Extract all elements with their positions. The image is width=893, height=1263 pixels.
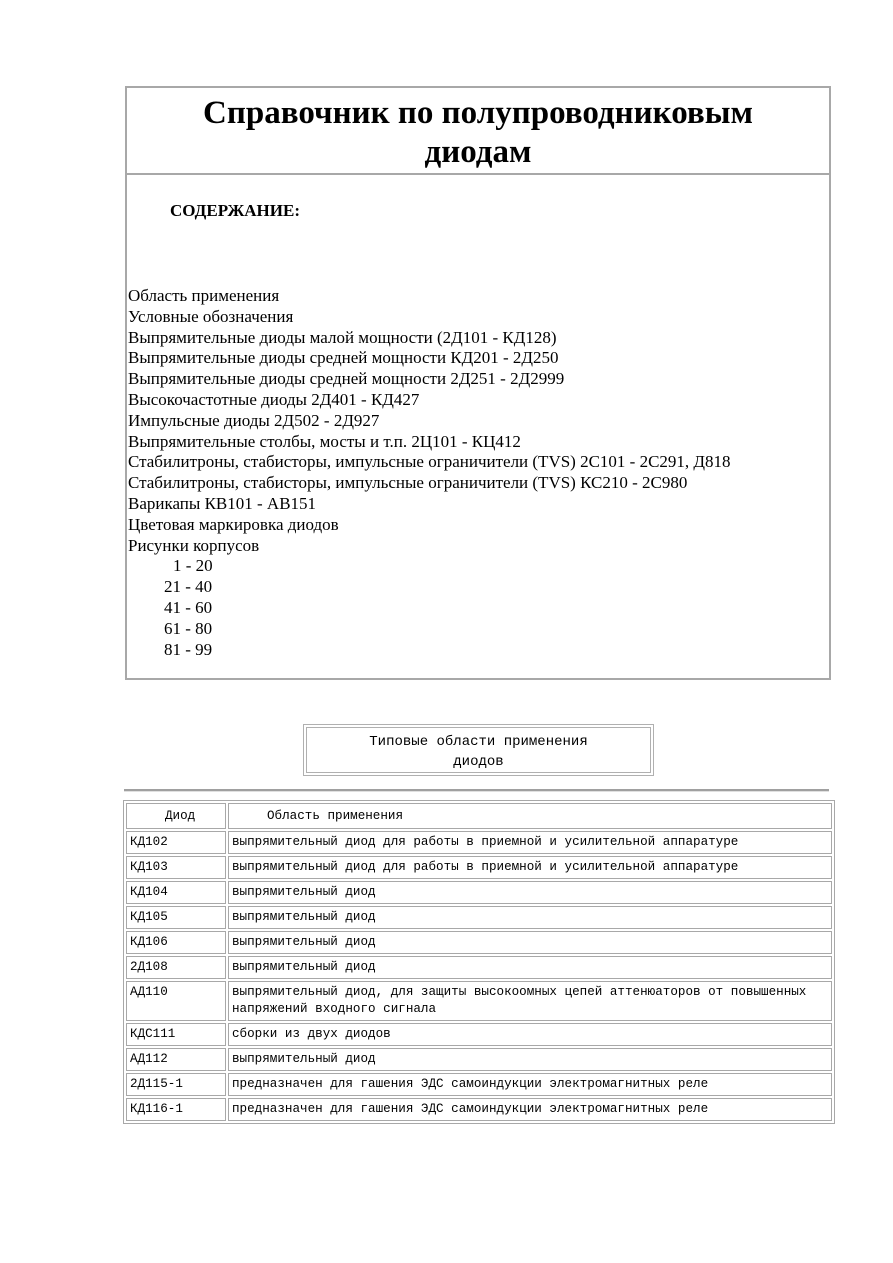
toc-link-package-drawings[interactable]: Рисунки корпусов — [128, 535, 260, 555]
table-row — [126, 1098, 832, 1121]
table-row — [126, 831, 832, 854]
cell-diode: 2Д108 — [126, 956, 226, 979]
cell-diode: КД106 — [126, 931, 226, 954]
cell-application: предназначен для гашения ЭДС самоиндукции электромагнитных реле — [228, 1098, 832, 1121]
toc-link-varicaps[interactable]: Варикапы КВ101 - АВ151 — [128, 493, 317, 513]
section-title — [306, 727, 651, 773]
cell-application: выпрямительный диод — [228, 881, 832, 904]
toc-link-packages-1-20[interactable]: 1 - 20 — [173, 556, 213, 576]
cell-application: выпрямительный диод, для защиты высокоомных цепей аттенюаторов от повышенных напряжений входного сигнала — [228, 981, 832, 1021]
cell-application: выпрямительный диод — [228, 956, 832, 979]
cell-diode: АД110 — [126, 981, 226, 1021]
header-application: Область применения — [228, 803, 832, 829]
cell-diode: КД105 — [126, 906, 226, 929]
cell-application: выпрямительный диод — [228, 906, 832, 929]
cell-diode: КД116-1 — [126, 1098, 226, 1121]
toc-link-rectifier-stacks[interactable]: Выпрямительные столбы, мосты и т.п. 2Ц101 - КЦ412 — [128, 431, 521, 451]
section-title-line-2: диодов — [453, 754, 504, 770]
title-line-2: диодам — [424, 134, 532, 170]
table-of-contents — [128, 286, 731, 660]
toc-link-application-area[interactable]: Область применения — [128, 286, 280, 305]
toc-link-medium-power-rectifiers-2[interactable]: Выпрямительные диоды средней мощности 2Д251 - 2Д2999 — [128, 369, 565, 389]
title-line-1: Справочник по полупроводниковым — [203, 95, 753, 131]
contents-panel — [125, 86, 831, 680]
cell-diode: КДС111 — [126, 1023, 226, 1046]
cell-diode: КД102 — [126, 831, 226, 854]
table-row — [126, 981, 832, 1021]
diode-application-table — [123, 800, 835, 1124]
cell-diode: КД103 — [126, 856, 226, 879]
toc-link-zener-diodes-2[interactable]: Стабилитроны, стабисторы, импульсные ограничители (TVS) КС210 - 2С980 — [128, 473, 688, 493]
cell-application: выпрямительный диод — [228, 931, 832, 954]
header-diode: Диод — [126, 803, 226, 829]
table-row — [126, 856, 832, 879]
cell-diode: 2Д115-1 — [126, 1073, 226, 1096]
contents-heading: СОДЕРЖАНИЕ: — [170, 201, 301, 220]
toc-link-zener-diodes-1[interactable]: Стабилитроны, стабисторы, импульсные ограничители (TVS) 2С101 - 2С291, Д818 — [128, 452, 731, 472]
cell-application: сборки из двух диодов — [228, 1023, 832, 1046]
horizontal-divider — [124, 789, 829, 792]
section-title-box — [303, 724, 654, 776]
toc-link-packages-41-60[interactable]: 41 - 60 — [164, 597, 213, 617]
toc-link-packages-61-80[interactable]: 61 - 80 — [164, 618, 213, 638]
table-row — [126, 1073, 832, 1096]
table-row — [126, 881, 832, 904]
toc-link-low-power-rectifiers[interactable]: Выпрямительные диоды малой мощности (2Д101 - КД128) — [128, 327, 557, 347]
toc-link-symbols[interactable]: Условные обозначения — [128, 306, 294, 326]
toc-link-color-marking[interactable]: Цветовая маркировка диодов — [128, 514, 339, 534]
cell-application: выпрямительный диод — [228, 1048, 832, 1071]
toc-link-high-frequency-diodes[interactable]: Высокочастотные диоды 2Д401 - КД427 — [128, 389, 420, 409]
table-row — [126, 1023, 832, 1046]
cell-application: выпрямительный диод для работы в приемной и усилительной аппаратуре — [228, 831, 832, 854]
toc-link-pulse-diodes[interactable]: Импульсные диоды 2Д502 - 2Д927 — [128, 410, 380, 430]
table-row — [126, 906, 832, 929]
cell-application: выпрямительный диод для работы в приемной и усилительной аппаратуре — [228, 856, 832, 879]
table-row — [126, 931, 832, 954]
cell-application: предназначен для гашения ЭДС самоиндукции электромагнитных реле — [228, 1073, 832, 1096]
section-title-line-1: Типовые области применения — [369, 734, 588, 750]
toc-link-packages-21-40[interactable]: 21 - 40 — [164, 577, 213, 597]
toc-link-medium-power-rectifiers-1[interactable]: Выпрямительные диоды средней мощности КД201 - 2Д250 — [128, 348, 559, 368]
cell-diode: КД104 — [126, 881, 226, 904]
toc-link-packages-81-99[interactable]: 81 - 99 — [164, 639, 213, 659]
table-row — [126, 1048, 832, 1071]
document-title — [127, 88, 829, 175]
cell-diode: АД112 — [126, 1048, 226, 1071]
table-header-row — [126, 803, 832, 829]
table-row — [126, 956, 832, 979]
